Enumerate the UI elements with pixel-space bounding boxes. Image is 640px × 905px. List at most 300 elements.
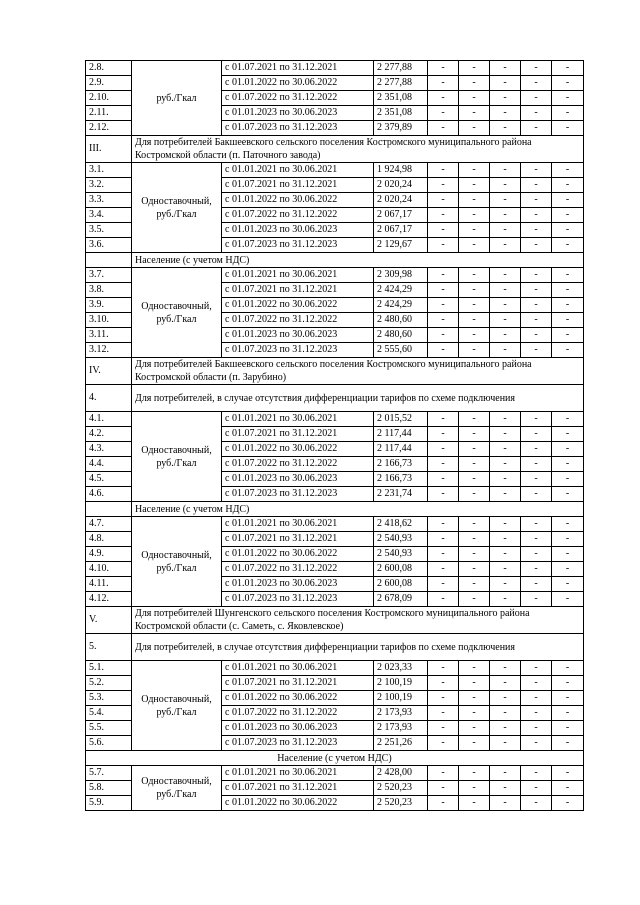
row-number: 3.12. (86, 343, 132, 358)
row-number: 4.6. (86, 487, 132, 502)
empty-dash-cell: - (459, 736, 490, 751)
tariff-value: 2 117,44 (374, 427, 428, 442)
row-number: 4.2. (86, 427, 132, 442)
empty-dash-cell: - (490, 532, 521, 547)
row-number: 4.9. (86, 547, 132, 562)
empty-dash-cell: - (459, 328, 490, 343)
empty-dash-cell: - (459, 427, 490, 442)
empty-dash-cell: - (459, 163, 490, 178)
empty-dash-cell: - (459, 796, 490, 811)
empty-dash-cell: - (490, 691, 521, 706)
empty-dash-cell: - (428, 661, 459, 676)
empty-dash-cell: - (521, 781, 552, 796)
tariff-value: 2 351,08 (374, 106, 428, 121)
empty-dash-cell: - (490, 223, 521, 238)
unit-cell: Одноставочный, руб./Гкал (132, 268, 222, 358)
empty-dash-cell: - (552, 472, 584, 487)
empty-dash-cell: - (428, 691, 459, 706)
empty-dash-cell: - (521, 268, 552, 283)
subheader-title: Население (с учетом НДС) (132, 502, 584, 517)
empty-dash-cell: - (490, 781, 521, 796)
empty-dash-cell: - (459, 457, 490, 472)
empty-dash-cell: - (459, 298, 490, 313)
empty-dash-cell: - (459, 781, 490, 796)
empty-dash-cell: - (459, 721, 490, 736)
empty-dash-cell: - (428, 208, 459, 223)
empty-dash-cell: - (521, 721, 552, 736)
tariff-value: 2 309,98 (374, 268, 428, 283)
tariff-value: 2 277,88 (374, 61, 428, 76)
empty-dash-cell: - (490, 178, 521, 193)
tariff-value: 2 020,24 (374, 193, 428, 208)
empty-dash-cell: - (552, 412, 584, 427)
empty-dash-cell: - (459, 547, 490, 562)
empty-dash-cell: - (552, 592, 584, 607)
row-number: 5.3. (86, 691, 132, 706)
empty-dash-cell: - (428, 76, 459, 91)
tariff-value: 2 520,23 (374, 781, 428, 796)
empty-dash-cell: - (552, 178, 584, 193)
empty-dash-cell: - (521, 676, 552, 691)
empty-dash-cell: - (428, 298, 459, 313)
period-cell: с 01.01.2022 по 30.06.2022 (222, 298, 374, 313)
empty-dash-cell: - (428, 592, 459, 607)
subheader-row (86, 751, 584, 766)
row-number: 5.4. (86, 706, 132, 721)
empty-dash-cell: - (521, 547, 552, 562)
empty-dash-cell: - (428, 736, 459, 751)
empty-dash-cell: - (459, 91, 490, 106)
empty-dash-cell: - (490, 562, 521, 577)
empty-dash-cell: - (552, 193, 584, 208)
empty-dash-cell: - (459, 577, 490, 592)
empty-dash-cell: - (428, 472, 459, 487)
empty-dash-cell: - (552, 76, 584, 91)
empty-dash-cell: - (428, 532, 459, 547)
empty-dash-cell: - (490, 163, 521, 178)
tariff-value: 2 173,93 (374, 721, 428, 736)
empty-dash-cell: - (552, 577, 584, 592)
empty-dash-cell: - (428, 343, 459, 358)
tariff-value: 2 129,67 (374, 238, 428, 253)
empty-dash-cell: - (521, 796, 552, 811)
empty-dash-cell: - (490, 547, 521, 562)
row-number: 4.5. (86, 472, 132, 487)
period-cell: с 01.07.2021 по 31.12.2021 (222, 532, 374, 547)
empty-dash-cell: - (459, 676, 490, 691)
period-cell: с 01.07.2023 по 31.12.2023 (222, 238, 374, 253)
empty-dash-cell: - (521, 163, 552, 178)
period-cell: с 01.07.2023 по 31.12.2023 (222, 487, 374, 502)
empty-dash-cell: - (521, 736, 552, 751)
row-number: 5.8. (86, 781, 132, 796)
empty-dash-cell: - (428, 547, 459, 562)
tariff-value: 2 173,93 (374, 706, 428, 721)
table-row (86, 61, 584, 76)
tariff-table-body (86, 61, 584, 811)
empty-dash-cell: - (521, 487, 552, 502)
empty-dash-cell: - (490, 706, 521, 721)
period-cell: с 01.01.2021 по 30.06.2021 (222, 268, 374, 283)
period-cell: с 01.07.2023 по 31.12.2023 (222, 736, 374, 751)
empty-dash-cell: - (521, 577, 552, 592)
tariff-value: 2 418,62 (374, 517, 428, 532)
empty-dash-cell: - (521, 223, 552, 238)
empty-dash-cell: - (552, 562, 584, 577)
tariff-value: 2 100,19 (374, 676, 428, 691)
empty-dash-cell: - (490, 193, 521, 208)
empty-dash-cell: - (428, 178, 459, 193)
empty-dash-cell: - (428, 562, 459, 577)
empty-dash-cell: - (552, 427, 584, 442)
empty-dash-cell: - (490, 517, 521, 532)
tariff-value: 2 379,89 (374, 121, 428, 136)
empty-dash-cell: - (428, 676, 459, 691)
empty-dash-cell: - (490, 61, 521, 76)
empty-dash-cell: - (521, 457, 552, 472)
period-cell: с 01.01.2022 по 30.06.2022 (222, 796, 374, 811)
period-cell: с 01.01.2023 по 30.06.2023 (222, 577, 374, 592)
period-cell: с 01.01.2023 по 30.06.2023 (222, 223, 374, 238)
tariff-value: 2 540,93 (374, 547, 428, 562)
row-number: 3.11. (86, 328, 132, 343)
unit-cell: Одноставочный, руб./Гкал (132, 412, 222, 502)
empty-dash-cell: - (428, 61, 459, 76)
empty-dash-cell: - (490, 736, 521, 751)
tariff-value: 2 067,17 (374, 208, 428, 223)
empty-dash-cell: - (459, 487, 490, 502)
row-number: 2.8. (86, 61, 132, 76)
period-cell: с 01.07.2021 по 31.12.2021 (222, 61, 374, 76)
empty-dash-cell: - (521, 532, 552, 547)
empty-dash-cell: - (459, 313, 490, 328)
empty-dash-cell: - (490, 106, 521, 121)
table-row (86, 517, 584, 532)
empty-dash-cell: - (521, 706, 552, 721)
period-cell: с 01.07.2022 по 31.12.2022 (222, 91, 374, 106)
empty-dash-cell: - (459, 106, 490, 121)
table-row (86, 163, 584, 178)
empty-dash-cell: - (490, 283, 521, 298)
empty-dash-cell: - (490, 343, 521, 358)
empty-dash-cell: - (521, 562, 552, 577)
empty-dash-cell: - (490, 427, 521, 442)
row-number: 3.9. (86, 298, 132, 313)
period-cell: с 01.01.2023 по 30.06.2023 (222, 721, 374, 736)
empty-dash-cell: - (552, 298, 584, 313)
tariff-value: 2 540,93 (374, 532, 428, 547)
empty-dash-cell: - (428, 91, 459, 106)
empty-dash-cell: - (459, 412, 490, 427)
empty-dash-cell: - (490, 298, 521, 313)
empty-dash-cell: - (521, 661, 552, 676)
empty-dash-cell: - (428, 163, 459, 178)
empty-dash-cell: - (552, 457, 584, 472)
empty-dash-cell: - (490, 268, 521, 283)
empty-dash-cell: - (552, 532, 584, 547)
tariff-value: 2 020,24 (374, 178, 428, 193)
empty-dash-cell: - (552, 238, 584, 253)
empty-dash-cell: - (459, 442, 490, 457)
empty-dash-cell: - (552, 766, 584, 781)
row-number: 5.6. (86, 736, 132, 751)
empty-dash-cell: - (521, 691, 552, 706)
tariff-value: 2 023,33 (374, 661, 428, 676)
empty-dash-cell: - (459, 268, 490, 283)
row-number: 4.7. (86, 517, 132, 532)
empty-dash-cell: - (552, 691, 584, 706)
empty-dash-cell: - (521, 766, 552, 781)
period-cell: с 01.07.2021 по 31.12.2021 (222, 676, 374, 691)
empty-dash-cell: - (552, 121, 584, 136)
empty-dash-cell: - (459, 532, 490, 547)
empty-dash-cell: - (428, 442, 459, 457)
table-row (86, 412, 584, 427)
row-number: 4.8. (86, 532, 132, 547)
empty-dash-cell: - (521, 193, 552, 208)
period-cell: с 01.01.2021 по 30.06.2021 (222, 412, 374, 427)
row-number: 5.7. (86, 766, 132, 781)
row-number: 5.9. (86, 796, 132, 811)
tariff-value: 2 251,26 (374, 736, 428, 751)
subheader-row (86, 502, 584, 517)
empty-dash-cell: - (490, 766, 521, 781)
row-number: 2.10. (86, 91, 132, 106)
empty-dash-cell: - (428, 721, 459, 736)
empty-dash-cell: - (459, 121, 490, 136)
empty-dash-cell: - (521, 313, 552, 328)
row-number: 3.6. (86, 238, 132, 253)
empty-dash-cell: - (552, 736, 584, 751)
tariff-value: 2 555,60 (374, 343, 428, 358)
empty-dash-cell: - (521, 412, 552, 427)
empty-dash-cell: - (552, 208, 584, 223)
row-number: 3.3. (86, 193, 132, 208)
empty-dash-cell: - (428, 796, 459, 811)
empty-dash-cell: - (521, 298, 552, 313)
empty-dash-cell: - (490, 442, 521, 457)
empty-dash-cell: - (428, 766, 459, 781)
empty-dash-cell: - (521, 517, 552, 532)
empty-dash-cell: - (490, 487, 521, 502)
empty-dash-cell: - (490, 721, 521, 736)
period-cell: с 01.07.2021 по 31.12.2021 (222, 283, 374, 298)
period-cell: с 01.01.2021 по 30.06.2021 (222, 766, 374, 781)
empty-dash-cell: - (490, 412, 521, 427)
period-cell: с 01.07.2021 по 31.12.2021 (222, 427, 374, 442)
empty-dash-cell: - (552, 283, 584, 298)
section-title: Для потребителей, в случае отсутствия дифференциации тарифов по схеме подключения (132, 634, 584, 661)
period-cell: с 01.07.2022 по 31.12.2022 (222, 457, 374, 472)
row-number: 4.4. (86, 457, 132, 472)
table-row (86, 661, 584, 676)
empty-dash-cell: - (490, 661, 521, 676)
row-number: 5.1. (86, 661, 132, 676)
empty-dash-cell: - (521, 328, 552, 343)
empty-dash-cell: - (552, 163, 584, 178)
period-cell: с 01.01.2022 по 30.06.2022 (222, 691, 374, 706)
empty-dash-cell: - (459, 592, 490, 607)
section-number: 4. (86, 385, 132, 412)
empty-dash-cell: - (459, 208, 490, 223)
empty-dash-cell: - (428, 412, 459, 427)
row-number: 4.11. (86, 577, 132, 592)
period-cell: с 01.07.2023 по 31.12.2023 (222, 343, 374, 358)
period-cell: с 01.07.2022 по 31.12.2022 (222, 208, 374, 223)
empty-dash-cell: - (428, 328, 459, 343)
tariff-value: 2 166,73 (374, 457, 428, 472)
period-cell: с 01.01.2023 по 30.06.2023 (222, 472, 374, 487)
empty-dash-cell: - (552, 343, 584, 358)
empty-dash-cell: - (428, 106, 459, 121)
table-row (86, 268, 584, 283)
row-number: 2.11. (86, 106, 132, 121)
empty-dash-cell: - (552, 796, 584, 811)
empty-dash-cell: - (459, 61, 490, 76)
empty-dash-cell: - (521, 208, 552, 223)
empty-dash-cell: - (552, 547, 584, 562)
unit-cell: Одноставочный, руб./Гкал (132, 661, 222, 751)
tariff-table (85, 60, 584, 811)
section-number: III. (86, 136, 132, 163)
empty-dash-cell: - (490, 313, 521, 328)
empty-dash-cell: - (459, 661, 490, 676)
period-cell: с 01.01.2023 по 30.06.2023 (222, 106, 374, 121)
period-cell: с 01.01.2021 по 30.06.2021 (222, 661, 374, 676)
row-number: 3.7. (86, 268, 132, 283)
tariff-value: 2 277,88 (374, 76, 428, 91)
empty-dash-cell: - (552, 106, 584, 121)
table-row (86, 766, 584, 781)
empty-dash-cell: - (490, 238, 521, 253)
empty-dash-cell: - (552, 61, 584, 76)
section-title: Для потребителей Бакшеевского сельского поселения Костромского муниципального района Костромской области (п. Паточного завода) (132, 136, 584, 163)
tariff-value: 2 100,19 (374, 691, 428, 706)
row-number: 5.5. (86, 721, 132, 736)
empty-dash-cell: - (552, 721, 584, 736)
tariff-value: 2 520,23 (374, 796, 428, 811)
empty-dash-cell: - (490, 76, 521, 91)
empty-dash-cell: - (521, 472, 552, 487)
empty-dash-cell: - (521, 106, 552, 121)
empty-dash-cell: - (428, 283, 459, 298)
empty-dash-cell: - (459, 562, 490, 577)
empty-dash-cell: - (490, 676, 521, 691)
tariff-value: 2 480,60 (374, 313, 428, 328)
section-number: V. (86, 607, 132, 634)
empty-dash-cell: - (552, 91, 584, 106)
tariff-value: 2 424,29 (374, 298, 428, 313)
empty-dash-cell: - (552, 223, 584, 238)
empty-dash-cell: - (459, 343, 490, 358)
empty-dash-cell: - (521, 238, 552, 253)
row-number: 3.5. (86, 223, 132, 238)
empty-dash-cell: - (459, 178, 490, 193)
section-row (86, 634, 584, 661)
period-cell: с 01.01.2022 по 30.06.2022 (222, 547, 374, 562)
empty-dash-cell: - (521, 283, 552, 298)
empty-dash-cell: - (490, 121, 521, 136)
empty-dash-cell: - (521, 91, 552, 106)
period-cell: с 01.07.2022 по 31.12.2022 (222, 562, 374, 577)
tariff-value: 2 424,29 (374, 283, 428, 298)
empty-dash-cell: - (428, 121, 459, 136)
section-row (86, 136, 584, 163)
row-number: 2.9. (86, 76, 132, 91)
period-cell: с 01.01.2021 по 30.06.2021 (222, 163, 374, 178)
empty-dash-cell: - (552, 328, 584, 343)
row-number: 4.10. (86, 562, 132, 577)
section-number: 5. (86, 634, 132, 661)
period-cell: с 01.07.2021 по 31.12.2021 (222, 781, 374, 796)
row-number: 4.3. (86, 442, 132, 457)
empty-dash-cell: - (428, 457, 459, 472)
row-number: 2.12. (86, 121, 132, 136)
empty-dash-cell: - (490, 592, 521, 607)
empty-dash-cell: - (459, 472, 490, 487)
empty-dash-cell: - (428, 268, 459, 283)
period-cell: с 01.01.2022 по 30.06.2022 (222, 76, 374, 91)
empty-dash-cell: - (428, 706, 459, 721)
empty-dash-cell: - (459, 283, 490, 298)
empty-dash-cell: - (490, 91, 521, 106)
empty-dash-cell: - (459, 193, 490, 208)
empty-dash-cell: - (552, 781, 584, 796)
unit-cell: Одноставочный, руб./Гкал (132, 766, 222, 811)
row-number: 4.12. (86, 592, 132, 607)
empty-dash-cell: - (459, 238, 490, 253)
empty-dash-cell: - (552, 487, 584, 502)
empty-dash-cell: - (490, 328, 521, 343)
tariff-value: 2 117,44 (374, 442, 428, 457)
empty-dash-cell: - (521, 121, 552, 136)
tariff-value: 2 678,09 (374, 592, 428, 607)
tariff-value: 2 067,17 (374, 223, 428, 238)
subheader-title: Население (с учетом НДС) (132, 253, 584, 268)
empty-dash-cell: - (521, 343, 552, 358)
tariff-value: 1 924,98 (374, 163, 428, 178)
empty-dash-cell: - (552, 706, 584, 721)
empty-dash-cell: - (490, 457, 521, 472)
empty-dash-cell: - (428, 223, 459, 238)
tariff-value: 2 480,60 (374, 328, 428, 343)
empty-dash-cell: - (552, 313, 584, 328)
subheader-spacer (86, 502, 132, 517)
subheader-spacer (86, 253, 132, 268)
period-cell: с 01.01.2021 по 30.06.2021 (222, 517, 374, 532)
tariff-value: 2 600,08 (374, 562, 428, 577)
row-number: 5.2. (86, 676, 132, 691)
subheader-row (86, 253, 584, 268)
empty-dash-cell: - (428, 313, 459, 328)
empty-dash-cell: - (521, 442, 552, 457)
empty-dash-cell: - (428, 487, 459, 502)
section-number: IV. (86, 358, 132, 385)
row-number: 4.1. (86, 412, 132, 427)
tariff-value: 2 600,08 (374, 577, 428, 592)
period-cell: с 01.01.2022 по 30.06.2022 (222, 193, 374, 208)
empty-dash-cell: - (428, 517, 459, 532)
period-cell: с 01.01.2022 по 30.06.2022 (222, 442, 374, 457)
section-title: Для потребителей Бакшеевского сельского поселения Костромского муниципального района Костромской области (п. Зарубино) (132, 358, 584, 385)
period-cell: с 01.07.2022 по 31.12.2022 (222, 706, 374, 721)
empty-dash-cell: - (521, 427, 552, 442)
tariff-value: 2 015,52 (374, 412, 428, 427)
tariff-value: 2 231,74 (374, 487, 428, 502)
tariff-value: 2 428,00 (374, 766, 428, 781)
unit-cell: Одноставочный, руб./Гкал (132, 517, 222, 607)
empty-dash-cell: - (521, 61, 552, 76)
